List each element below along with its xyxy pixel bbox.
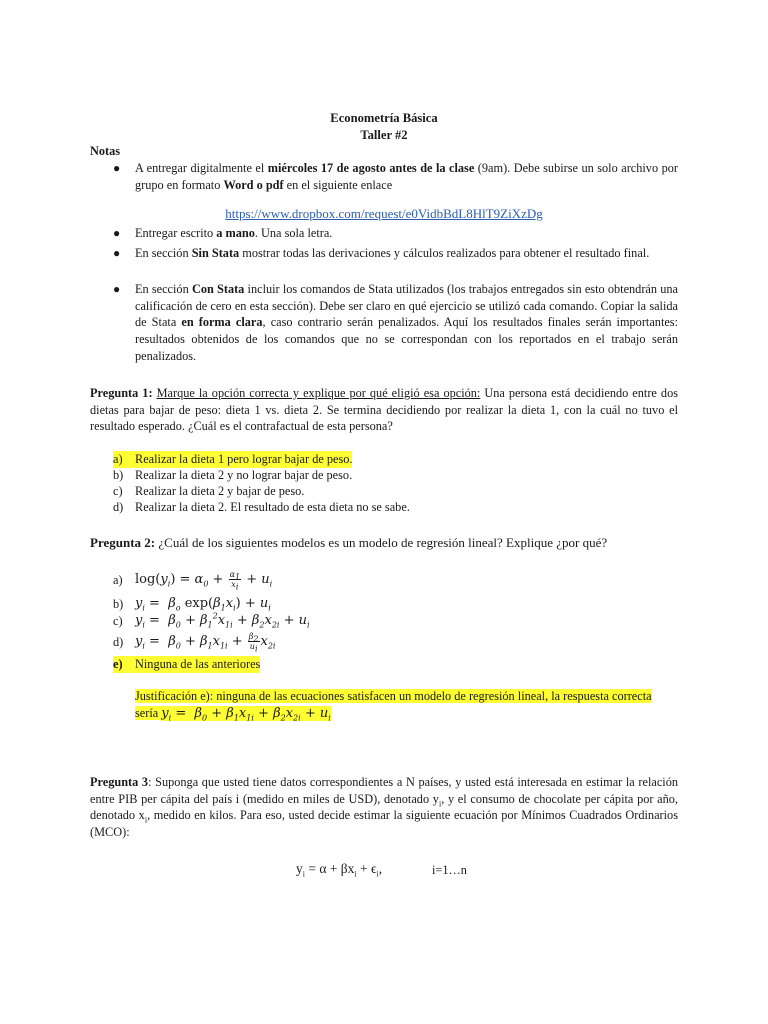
option-letter: c)	[113, 484, 123, 498]
bullet-icon: ●	[113, 161, 121, 175]
question-3: Pregunta 3: Suponga que usted tiene datos correspondientes a N países, y usted está interesada en estimar la relación entre PIB per cápita del país i (medido en miles de USD), denotado $y_i$, y el consumo de chocolate per cápita por año, denotado $x_i$, medido en kilos. Para eso, usted decide estimar la siguiente ecuación por Mínimos Cuadrados Ordinarios (MCO):	[90, 775, 678, 840]
bullet-2-bold: a mano	[216, 226, 255, 240]
bullet-icon: ●	[113, 282, 121, 296]
option-letter: c)	[113, 614, 123, 628]
regression-equation: $y_i = \alpha + \beta x_i + \epsilon_i$,	[296, 861, 383, 879]
bullet-2-text: Entregar escrito	[135, 226, 217, 240]
question-1-body: Una persona está decidiendo entre dos dietas para bajar de peso: dieta 1 vs. dieta 2. Se termina decidiendo por realizar la dieta 1, con la cuál no tuvo el resultado esperado. ¿Cuál es el contrafactual de esta persona?	[90, 386, 678, 434]
option-letter: b)	[113, 468, 124, 482]
option-letter: a)	[113, 451, 133, 468]
option-text: Realizar la dieta 2 y bajar de peso.	[135, 484, 305, 498]
question-1-instruction: Marque la opción correcta y explique por qué eligió esa opción:	[156, 386, 481, 400]
justification-text: Justificación e): ninguna de las ecuaciones satisfacen un modelo de regresión lineal, la respuesta correcta sería	[135, 689, 652, 720]
bullet-4-bold-2: en forma clara	[181, 315, 263, 330]
option-text: Realizar la dieta 2. El resultado de esta dieta no se sabe.	[135, 500, 410, 514]
document-title: Econometría Básica	[330, 111, 438, 125]
notes-heading: Notas	[90, 144, 121, 158]
question-3-label: Pregunta 3	[90, 775, 149, 789]
bullet-1-text-2: (9am). Debe subirse un solo archivo por grupo en formato	[135, 161, 678, 192]
option-text: Realizar la dieta 2 y no lograr bajar de peso.	[135, 468, 353, 482]
dropbox-link[interactable]: https://www.dropbox.com/request/e0VidbBdL8HlT9ZiXzDg	[225, 206, 543, 221]
equation-b: $y_i = \beta_o$ $\exp(\beta_1x_i) + u_i$	[135, 596, 271, 613]
bullet-4-text-2: incluir los comandos de Stata utilizados (los trabajos entregados sin esto obtendrán una calificación de cero en esta sección). Debe ser claro en qué ejercicio se utilizó cada comando. Copiar la salida de Stata	[135, 282, 678, 330]
bullet-icon: ●	[113, 246, 121, 260]
notes-bullet-1	[113, 160, 678, 194]
bullet-1-text: A entregar digitalmente el	[135, 161, 268, 175]
equation-c: $y_i = \beta_0 + \beta_1^2x_{1i} + \beta_2x_{2i} + u_i$	[135, 611, 310, 630]
option-text: Realizar la dieta 1 pero lograr bajar de peso.	[135, 452, 353, 466]
bullet-icon: ●	[113, 226, 121, 240]
bullet-1-bold: miércoles 17 de agosto antes de la clase	[267, 161, 475, 175]
equation-index: i=1…n	[432, 863, 467, 877]
question-3-body: : Suponga que usted tiene datos correspondientes a N países, y usted está interesada en estimar la relación entre PIB per cápita del país i (medido en miles de USD), denotado y	[90, 775, 678, 806]
bullet-3-text: En sección	[135, 246, 192, 260]
equation-d: $y_i = \beta_0 + \beta_1x_{1i}$ + $\frac{\beta_2}{u_i}$ $x_{2i}$	[135, 632, 276, 654]
justification	[135, 688, 655, 722]
justification-equation: $y_i = \beta_0 + \beta_1x_{1i} + \beta_2x_{2i} + u_i$	[161, 705, 331, 723]
question-2-body: ¿Cuál de los siguientes modelos es un modelo de regresión lineal? Explique ¿por qué?	[155, 535, 608, 550]
bullet-3-bold: Sin Stata	[191, 246, 240, 260]
option-letter: e)	[113, 656, 133, 673]
equation-a: $\log(y_i) = \alpha_0$ + $\frac{\alpha_1}{x_i}$ + $u_i$	[135, 570, 273, 592]
bullet-1-text-3: en el siguiente enlace	[283, 177, 393, 192]
option-letter: d)	[113, 500, 124, 514]
question-3-body-2: , y el consumo de chocolate per cápita por año, denotado x	[90, 791, 678, 823]
document-subtitle: Taller #2	[360, 128, 408, 142]
option-letter: d)	[113, 635, 124, 649]
bullet-4-bold: Con Stata	[191, 282, 245, 296]
question-2	[90, 535, 678, 552]
bullet-3-text-2: mostrar todas las derivaciones y cálculos realizados para obtener el resultado final.	[239, 246, 650, 260]
option-letter: b)	[113, 597, 124, 611]
option-letter: a)	[113, 573, 123, 587]
question-2-label: Pregunta 2:	[90, 535, 156, 550]
bullet-4-text-3: , caso contrario serán penalizados. Aquí los resultados finales serán importantes: resultados obtenidos de los comandos que no se correspondan con los reportados en el trabajo serán penalizados.	[135, 315, 679, 363]
option-text: Ninguna de las anteriores	[135, 657, 261, 671]
bullet-1-bold-2: Word o pdf	[223, 177, 284, 192]
question-1	[90, 385, 678, 435]
bullet-4-text: En sección	[135, 282, 192, 296]
bullet-2-text-2: . Una sola letra.	[254, 226, 333, 240]
question-1-label: Pregunta 1:	[90, 386, 153, 400]
question-3-body-3: , medido en kilos. Para eso, usted decide estimar la siguiente ecuación por Mínimos Cuadrados Ordinarios (MCO):	[90, 808, 678, 840]
